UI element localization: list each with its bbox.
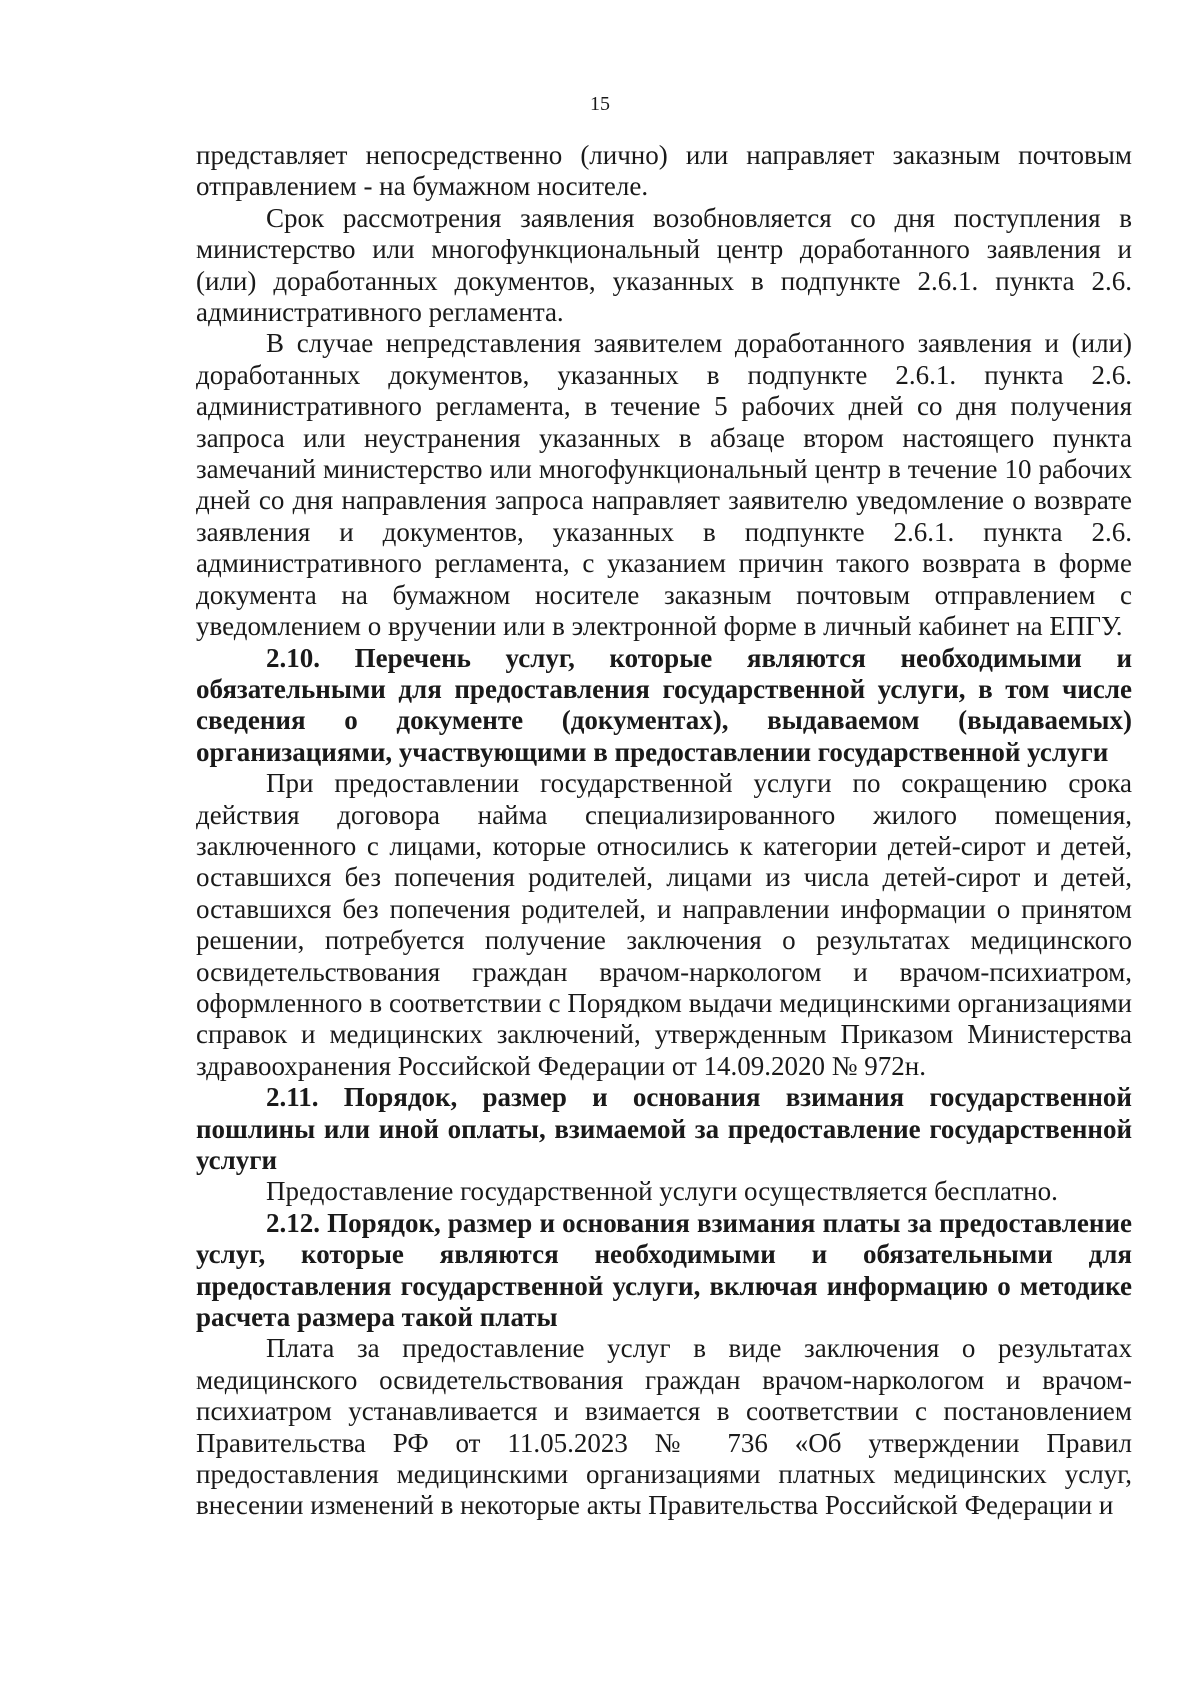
paragraph-return-notice: В случае непредставления заявителем доработанного заявления и (или) доработанных документов, указанных в подпункте 2.6.1. пункта 2.6. административного регламента, в течение 5 рабочих дней со дня получения запроса или неустранения указанных в абзаце втором настоящего пункта замечаний министерство или многофункциональный центр в течение 10 рабочих дней со дня направления запроса направляет заявителю уведомление о возврате заявления и документов, указанных в подпункте 2.6.1. пункта 2.6. административного регламента, с указанием причин такого возврата в форме документа на бумажном носителе заказным почтовым отправлением с уведомлением о вручении или в электронной форме в личный кабинет на ЕПГУ. [196,328,1132,642]
section-heading-2-11: 2.11. Порядок, размер и основания взимания государственной пошлины или иной оплаты, взимаемой за предоставление государственной услуги [196,1082,1132,1175]
document-body [196,140,1132,1522]
section-heading-2-12: 2.12. Порядок, размер и основания взимания платы за предоставление услуг, которые являются необходимыми и обязательными для предоставления государственной услуги, включая информацию о методике расчета размера такой платы [196,1207,1132,1333]
paragraph-continuation: представляет непосредственно (лично) или направляет заказным почтовым отправлением - на бумажном носителе. [196,140,1132,202]
paragraph-free-of-charge: Предоставление государственной услуги осуществляется бесплатно. [266,1176,1058,1207]
paragraph-review-period: Срок рассмотрения заявления возобновляется со дня поступления в министерство или многофункциональный центр доработанного заявления и (или) доработанных документов, указанных в подпункте 2.6.1. пункта 2.6. административного регламента. [196,202,1132,328]
paragraph-payment-rules: Плата за предоставление услуг в виде заключения о результатах медицинского освидетельствования граждан врачом-наркологом и врачом-психиатром устанавливается и взимается в соответствии с постановлением Правительства РФ от 11.05.2023 № 736 «Об утверждении Правил предоставления медицинскими организациями платных медицинских услуг, внесении изменений в некоторые акты Правительства Российской Федерации и [196,1333,1132,1521]
paragraph-required-services: При предоставлении государственной услуги по сокращению срока действия договора найма специализированного жилого помещения, заключенного с лицами, которые относились к категории детей-сирот и детей, оставшихся без попечения родителей, лицами из числа детей-сирот и детей, оставшихся без попечения родителей, и направлении информации о принятом решении, потребуется получение заключения о результатах медицинского освидетельствования граждан врачом-наркологом и врачом-психиатром, оформленного в соответствии с Порядком выдачи медицинскими организациями справок и медицинских заключений, утвержденным Приказом Министерства здравоохранения Российской Федерации от 14.09.2020 № 972н. [196,768,1132,1081]
section-heading-2-10: 2.10. Перечень услуг, которые являются необходимыми и обязательными для предоставления государственной услуги, в том числе сведения о документе (документах), выдаваемом (выдаваемых) организациями, участвующими в предоставлении государственной услуги [196,642,1132,767]
page-number: 15 [590,93,610,115]
